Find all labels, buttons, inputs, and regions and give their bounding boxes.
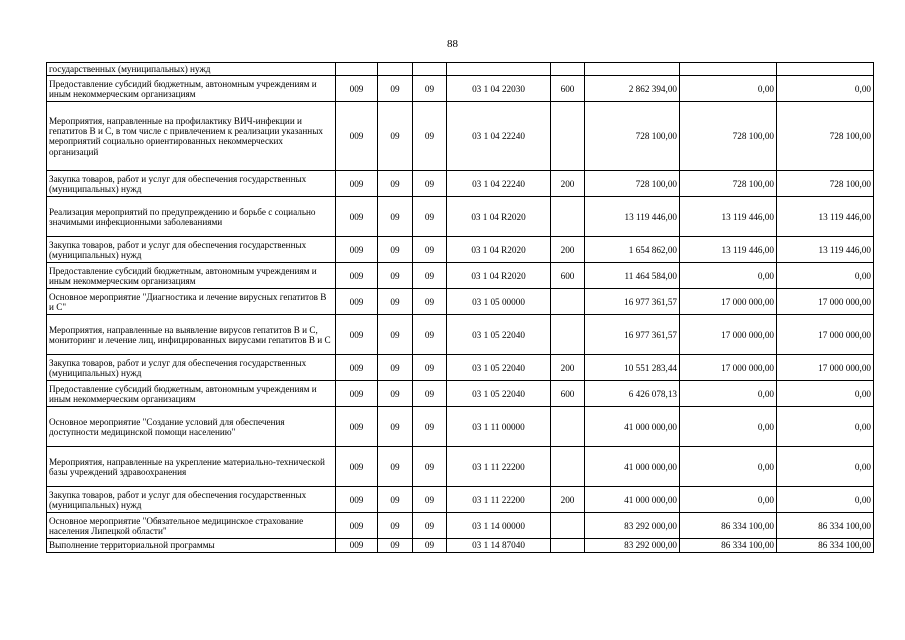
cell-sum-year-2: 86 334 100,00 bbox=[680, 513, 777, 539]
cell-section-code: 09 bbox=[378, 76, 413, 102]
cell-name: Основное мероприятие "Диагностика и лечение вирусных гепатитов В и С" bbox=[47, 289, 336, 315]
cell-expense-type: 600 bbox=[551, 381, 585, 407]
cell-section-code: 09 bbox=[378, 263, 413, 289]
table-row bbox=[47, 355, 874, 381]
cell-sum-year-2: 17 000 000,00 bbox=[680, 355, 777, 381]
cell-target-article: 03 1 05 00000 bbox=[447, 289, 551, 315]
cell-subsection-code: 09 bbox=[413, 289, 447, 315]
cell-expense-type bbox=[551, 513, 585, 539]
cell-target-article: 03 1 14 87040 bbox=[447, 539, 551, 552]
cell-sum-year-1: 1 654 862,00 bbox=[585, 237, 680, 263]
cell-section-code: 09 bbox=[378, 197, 413, 237]
cell-section-code: 09 bbox=[378, 381, 413, 407]
cell-expense-type: 200 bbox=[551, 237, 585, 263]
cell-sum-year-3: 17 000 000,00 bbox=[777, 289, 874, 315]
cell-target-article: 03 1 05 22040 bbox=[447, 355, 551, 381]
cell-sum-year-3: 0,00 bbox=[777, 447, 874, 487]
cell-ved-code: 009 bbox=[336, 539, 378, 552]
cell-name: Выполнение территориальной программы bbox=[47, 539, 336, 552]
cell-expense-type: 200 bbox=[551, 355, 585, 381]
cell-sum-year-1: 13 119 446,00 bbox=[585, 197, 680, 237]
cell-sum-year-2: 0,00 bbox=[680, 447, 777, 487]
cell-section-code: 09 bbox=[378, 447, 413, 487]
cell-section-code: 09 bbox=[378, 513, 413, 539]
cell-sum-year-2: 728 100,00 bbox=[680, 102, 777, 171]
cell-sum-year-2: 0,00 bbox=[680, 381, 777, 407]
cell-subsection-code: 09 bbox=[413, 513, 447, 539]
cell-ved-code: 009 bbox=[336, 513, 378, 539]
cell-subsection-code: 09 bbox=[413, 263, 447, 289]
cell-section-code: 09 bbox=[378, 237, 413, 263]
cell-sum-year-1: 83 292 000,00 bbox=[585, 513, 680, 539]
cell-ved-code: 009 bbox=[336, 407, 378, 447]
cell-subsection-code: 09 bbox=[413, 237, 447, 263]
cell-sum-year-1: 16 977 361,57 bbox=[585, 315, 680, 355]
cell-sum-year-2: 0,00 bbox=[680, 407, 777, 447]
cell-subsection-code: 09 bbox=[413, 487, 447, 513]
table-row bbox=[47, 197, 874, 237]
cell-target-article: 03 1 05 22040 bbox=[447, 315, 551, 355]
cell-target-article: 03 1 14 00000 bbox=[447, 513, 551, 539]
cell-name: государственных (муниципальных) нужд bbox=[47, 63, 336, 76]
cell-sum-year-3: 86 334 100,00 bbox=[777, 539, 874, 552]
cell-name: Закупка товаров, работ и услуг для обеспечения государственных (муниципальных) нужд bbox=[47, 355, 336, 381]
cell-ved-code: 009 bbox=[336, 447, 378, 487]
cell-target-article: 03 1 11 22200 bbox=[447, 447, 551, 487]
cell-section-code: 09 bbox=[378, 407, 413, 447]
cell-sum-year-1: 41 000 000,00 bbox=[585, 407, 680, 447]
cell-name: Мероприятия, направленные на профилактику ВИЧ-инфекции и гепатитов В и С, в том числе с привлечением к реализации указанных мероприятий социально ориентированных некоммерческих организаций bbox=[47, 102, 336, 171]
cell-ved-code: 009 bbox=[336, 171, 378, 197]
cell-name: Закупка товаров, работ и услуг для обеспечения государственных (муниципальных) нужд bbox=[47, 171, 336, 197]
cell-subsection-code: 09 bbox=[413, 355, 447, 381]
cell-sum-year-3 bbox=[777, 63, 874, 76]
cell-sum-year-3: 13 119 446,00 bbox=[777, 237, 874, 263]
cell-target-article bbox=[447, 63, 551, 76]
cell-name: Мероприятия, направленные на выявление вирусов гепатитов В и С, мониторинг и лечение лиц, инфицированных вирусами гепатитов В и С bbox=[47, 315, 336, 355]
table-row bbox=[47, 407, 874, 447]
cell-sum-year-2: 728 100,00 bbox=[680, 171, 777, 197]
cell-ved-code: 009 bbox=[336, 381, 378, 407]
cell-subsection-code: 09 bbox=[413, 76, 447, 102]
cell-name: Основное мероприятие "Создание условий для обеспечения доступности медицинской помощи населению" bbox=[47, 407, 336, 447]
table-row bbox=[47, 102, 874, 171]
cell-subsection-code: 09 bbox=[413, 315, 447, 355]
cell-sum-year-1 bbox=[585, 63, 680, 76]
cell-section-code bbox=[378, 63, 413, 76]
cell-section-code: 09 bbox=[378, 102, 413, 171]
cell-subsection-code bbox=[413, 63, 447, 76]
table-row bbox=[47, 539, 874, 552]
cell-name: Основное мероприятие "Обязательное медицинское страхование населения Липецкой области" bbox=[47, 513, 336, 539]
cell-target-article: 03 1 04 22240 bbox=[447, 102, 551, 171]
table-row bbox=[47, 76, 874, 102]
cell-ved-code: 009 bbox=[336, 289, 378, 315]
cell-section-code: 09 bbox=[378, 289, 413, 315]
cell-section-code: 09 bbox=[378, 487, 413, 513]
cell-target-article: 03 1 11 22200 bbox=[447, 487, 551, 513]
cell-target-article: 03 1 11 00000 bbox=[447, 407, 551, 447]
table-row bbox=[47, 237, 874, 263]
cell-sum-year-3: 86 334 100,00 bbox=[777, 513, 874, 539]
table-row bbox=[47, 513, 874, 539]
cell-section-code: 09 bbox=[378, 355, 413, 381]
cell-target-article: 03 1 04 R2020 bbox=[447, 197, 551, 237]
cell-sum-year-1: 728 100,00 bbox=[585, 102, 680, 171]
cell-subsection-code: 09 bbox=[413, 539, 447, 552]
cell-sum-year-3: 0,00 bbox=[777, 76, 874, 102]
cell-sum-year-2: 0,00 bbox=[680, 487, 777, 513]
cell-sum-year-2: 13 119 446,00 bbox=[680, 197, 777, 237]
cell-subsection-code: 09 bbox=[413, 407, 447, 447]
cell-sum-year-1: 83 292 000,00 bbox=[585, 539, 680, 552]
cell-section-code: 09 bbox=[378, 315, 413, 355]
cell-section-code: 09 bbox=[378, 539, 413, 552]
cell-target-article: 03 1 04 22030 bbox=[447, 76, 551, 102]
cell-expense-type bbox=[551, 407, 585, 447]
cell-ved-code bbox=[336, 63, 378, 76]
cell-ved-code: 009 bbox=[336, 197, 378, 237]
cell-expense-type bbox=[551, 539, 585, 552]
cell-sum-year-2: 13 119 446,00 bbox=[680, 237, 777, 263]
cell-sum-year-3: 0,00 bbox=[777, 407, 874, 447]
page-number: 88 bbox=[447, 38, 458, 50]
cell-name: Предоставление субсидий бюджетным, автономным учреждениям и иным некоммерческим организациям bbox=[47, 381, 336, 407]
cell-name: Предоставление субсидий бюджетным, автономным учреждениям и иным некоммерческим организациям bbox=[47, 263, 336, 289]
table-body bbox=[47, 63, 874, 553]
cell-ved-code: 009 bbox=[336, 487, 378, 513]
cell-subsection-code: 09 bbox=[413, 381, 447, 407]
cell-sum-year-1: 41 000 000,00 bbox=[585, 447, 680, 487]
cell-sum-year-1: 41 000 000,00 bbox=[585, 487, 680, 513]
table-row bbox=[47, 315, 874, 355]
cell-name: Закупка товаров, работ и услуг для обеспечения государственных (муниципальных) нужд bbox=[47, 487, 336, 513]
cell-expense-type bbox=[551, 197, 585, 237]
cell-name: Реализация мероприятий по предупреждению и борьбе с социально значимыми инфекционными заболеваниями bbox=[47, 197, 336, 237]
budget-table bbox=[46, 62, 874, 553]
cell-sum-year-3: 728 100,00 bbox=[777, 171, 874, 197]
cell-expense-type bbox=[551, 315, 585, 355]
cell-sum-year-1: 10 551 283,44 bbox=[585, 355, 680, 381]
cell-expense-type bbox=[551, 447, 585, 487]
cell-sum-year-1: 16 977 361,57 bbox=[585, 289, 680, 315]
cell-subsection-code: 09 bbox=[413, 171, 447, 197]
cell-sum-year-1: 728 100,00 bbox=[585, 171, 680, 197]
cell-subsection-code: 09 bbox=[413, 102, 447, 171]
cell-expense-type: 200 bbox=[551, 171, 585, 197]
cell-sum-year-3: 728 100,00 bbox=[777, 102, 874, 171]
cell-sum-year-2: 17 000 000,00 bbox=[680, 289, 777, 315]
table-row bbox=[47, 263, 874, 289]
cell-sum-year-3: 0,00 bbox=[777, 263, 874, 289]
cell-expense-type bbox=[551, 102, 585, 171]
table-row bbox=[47, 447, 874, 487]
cell-sum-year-1: 11 464 584,00 bbox=[585, 263, 680, 289]
cell-name: Предоставление субсидий бюджетным, автономным учреждениям и иным некоммерческим организациям bbox=[47, 76, 336, 102]
cell-expense-type bbox=[551, 289, 585, 315]
cell-sum-year-2: 86 334 100,00 bbox=[680, 539, 777, 552]
cell-name: Закупка товаров, работ и услуг для обеспечения государственных (муниципальных) нужд bbox=[47, 237, 336, 263]
cell-subsection-code: 09 bbox=[413, 447, 447, 487]
cell-sum-year-1: 2 862 394,00 bbox=[585, 76, 680, 102]
cell-target-article: 03 1 04 22240 bbox=[447, 171, 551, 197]
cell-ved-code: 009 bbox=[336, 237, 378, 263]
cell-expense-type: 600 bbox=[551, 76, 585, 102]
table-row bbox=[47, 487, 874, 513]
cell-sum-year-3: 17 000 000,00 bbox=[777, 355, 874, 381]
cell-sum-year-3: 0,00 bbox=[777, 381, 874, 407]
cell-sum-year-3: 17 000 000,00 bbox=[777, 315, 874, 355]
cell-expense-type: 200 bbox=[551, 487, 585, 513]
table-row bbox=[47, 63, 874, 76]
table-row bbox=[47, 381, 874, 407]
cell-ved-code: 009 bbox=[336, 315, 378, 355]
cell-sum-year-2: 0,00 bbox=[680, 76, 777, 102]
cell-ved-code: 009 bbox=[336, 263, 378, 289]
cell-ved-code: 009 bbox=[336, 102, 378, 171]
cell-sum-year-3: 13 119 446,00 bbox=[777, 197, 874, 237]
table-row bbox=[47, 289, 874, 315]
cell-expense-type: 600 bbox=[551, 263, 585, 289]
cell-expense-type bbox=[551, 63, 585, 76]
cell-sum-year-2 bbox=[680, 63, 777, 76]
cell-ved-code: 009 bbox=[336, 355, 378, 381]
cell-sum-year-2: 0,00 bbox=[680, 263, 777, 289]
cell-name: Мероприятия, направленные на укрепление материально-технической базы учреждений здравоохранения bbox=[47, 447, 336, 487]
cell-target-article: 03 1 04 R2020 bbox=[447, 237, 551, 263]
cell-target-article: 03 1 05 22040 bbox=[447, 381, 551, 407]
cell-target-article: 03 1 04 R2020 bbox=[447, 263, 551, 289]
cell-sum-year-1: 6 426 078,13 bbox=[585, 381, 680, 407]
cell-subsection-code: 09 bbox=[413, 197, 447, 237]
cell-sum-year-3: 0,00 bbox=[777, 487, 874, 513]
cell-sum-year-2: 17 000 000,00 bbox=[680, 315, 777, 355]
cell-ved-code: 009 bbox=[336, 76, 378, 102]
table-row bbox=[47, 171, 874, 197]
cell-section-code: 09 bbox=[378, 171, 413, 197]
